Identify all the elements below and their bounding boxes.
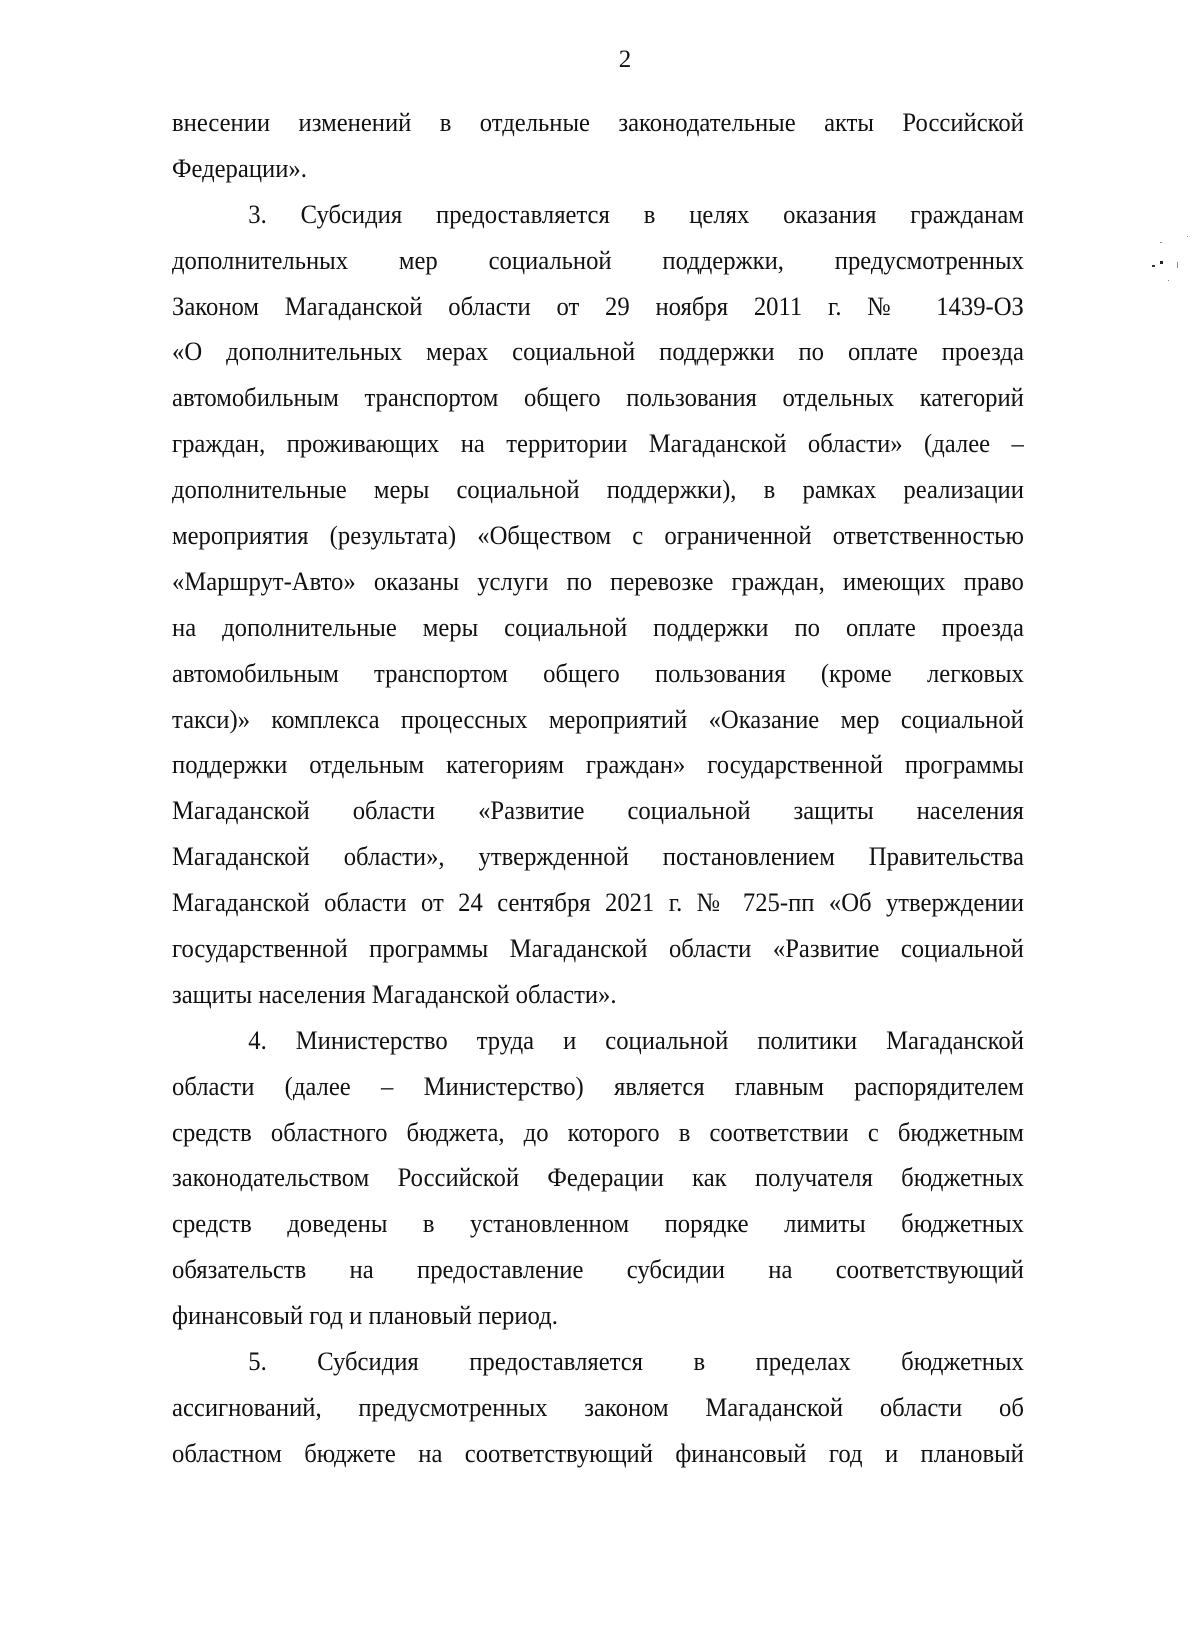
text-line: «Маршрут-Авто» оказаны услуги по перевозке граждан, имеющих право xyxy=(172,565,1024,596)
text-line: Федерации». xyxy=(172,152,307,183)
scan-artifact xyxy=(1152,265,1155,267)
text-line: финансовый год и плановый период. xyxy=(172,1300,558,1331)
text-line: Магаданской области от 24 сентября 2021 г. № 725-пп «Об утверждении xyxy=(172,887,1024,918)
text-line: автомобильным транспортом общего пользования (кроме легковых xyxy=(172,657,1024,688)
text-line: автомобильным транспортом общего пользования отдельных категорий xyxy=(172,382,1024,413)
scan-artifact xyxy=(1160,242,1162,243)
text-line: защиты населения Магаданской области». xyxy=(172,978,617,1009)
text-line: 5. Субсидия предоставляется в пределах бюджетных xyxy=(248,1346,1024,1377)
scan-artifact xyxy=(1168,280,1169,281)
text-line: такси)» комплекса процессных мероприятий «Оказание мер социальной xyxy=(172,703,1024,734)
text-line: 3. Субсидия предоставляется в целях оказания гражданам xyxy=(248,198,1024,229)
document-body xyxy=(172,100,1024,1477)
text-line: поддержки отдельным категориям граждан» государственной программы xyxy=(172,749,1024,780)
scan-artifact xyxy=(1160,261,1163,264)
text-line: средств доведены в установленном порядке лимиты бюджетных xyxy=(172,1208,1024,1239)
text-line: средств областного бюджета, до которого в соответствии с бюджетным xyxy=(172,1116,1024,1147)
paragraph-item-3 xyxy=(172,192,1024,1018)
scan-artifact xyxy=(1177,262,1178,268)
text-line: мероприятия (результата) «Обществом с ограниченной ответственностью xyxy=(172,520,1024,551)
text-line: ассигнований, предусмотренных законом Магаданской области об xyxy=(172,1391,1024,1422)
text-line: законодательством Российской Федерации как получателя бюджетных xyxy=(172,1162,1024,1193)
text-line: Законом Магаданской области от 29 ноября 2011 г. № 1439-ОЗ xyxy=(172,290,1024,321)
text-line: областном бюджете на соответствующий финансовый год и плановый xyxy=(172,1437,1024,1468)
paragraph-continuation xyxy=(172,100,1024,192)
paragraph-item-5 xyxy=(172,1339,1024,1477)
text-line: внесении изменений в отдельные законодательные акты Российской xyxy=(172,107,1024,137)
text-line: дополнительных мер социальной поддержки, предусмотренных xyxy=(172,244,1024,275)
page-number: 2 xyxy=(618,46,632,73)
text-line: обязательств на предоставление субсидии на соответствующий xyxy=(172,1254,1024,1285)
text-line: государственной программы Магаданской области «Развитие социальной xyxy=(172,933,1024,964)
paragraph-item-4 xyxy=(172,1018,1024,1339)
scan-artifact xyxy=(1187,236,1188,237)
text-line: области (далее – Министерство) является главным распорядителем xyxy=(172,1070,1024,1101)
text-line: дополнительные меры социальной поддержки), в рамках реализации xyxy=(172,474,1024,505)
text-line: граждан, проживающих на территории Магаданской области» (далее – xyxy=(172,428,1024,459)
text-line: Магаданской области «Развитие социальной защиты населения xyxy=(172,795,1024,826)
text-line: Магаданской области», утвержденной постановлением Правительства xyxy=(172,841,1024,872)
text-line: «О дополнительных мерах социальной поддержки по оплате проезда xyxy=(172,336,1024,367)
text-line: на дополнительные меры социальной поддержки по оплате проезда xyxy=(172,611,1024,642)
text-line: 4. Министерство труда и социальной политики Магаданской xyxy=(248,1024,1024,1055)
